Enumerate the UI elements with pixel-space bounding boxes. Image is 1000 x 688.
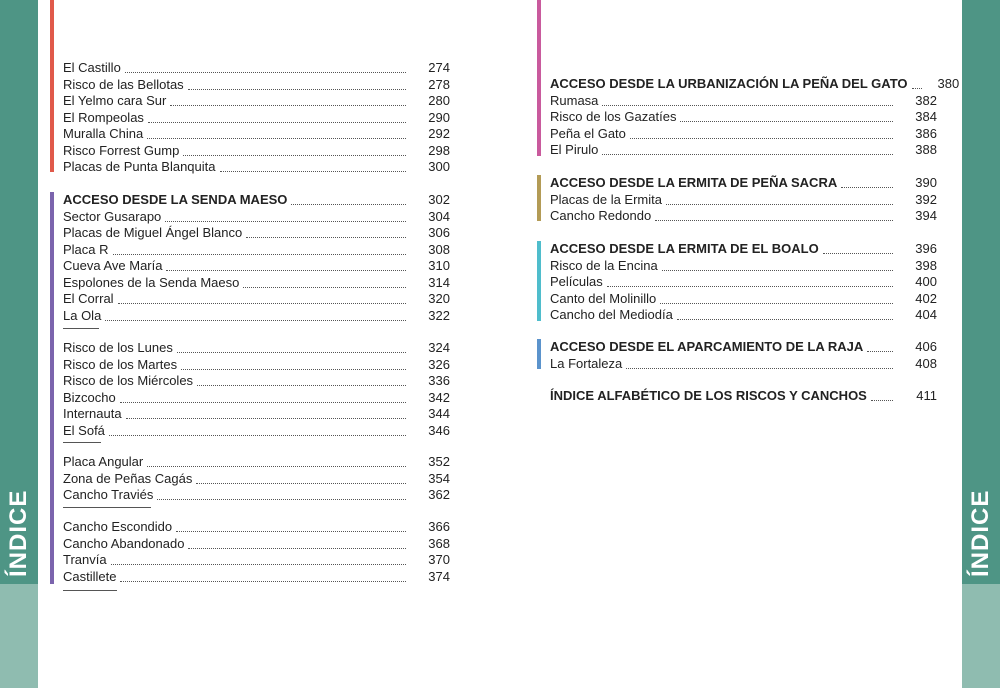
toc-entry[interactable]: El Sofá 346 bbox=[63, 422, 450, 438]
side-tab-label: ÍNDICE bbox=[5, 489, 32, 577]
toc-entry[interactable]: Internauta 344 bbox=[63, 406, 450, 421]
toc-entry[interactable]: Placas de Punta Blanquita 300 bbox=[63, 159, 450, 174]
toc-entry[interactable]: Risco de las Bellotas 278 bbox=[63, 76, 450, 92]
toc-section-heading[interactable]: ACCESO DESDE LA ERMITA DE EL BOALO 396 bbox=[550, 241, 937, 256]
subgroup-divider bbox=[63, 590, 117, 591]
section-color-bar bbox=[50, 192, 54, 584]
toc-entry[interactable]: La Fortaleza 408 bbox=[550, 355, 937, 371]
section-color-bar bbox=[50, 0, 54, 172]
toc-entry[interactable]: Risco Forrest Gump 298 bbox=[63, 142, 450, 158]
side-tab-lower bbox=[962, 584, 1000, 688]
section-color-bar bbox=[537, 241, 541, 321]
side-tab-lower bbox=[0, 584, 38, 688]
toc-entry[interactable]: Bizcocho 342 bbox=[63, 389, 450, 405]
toc-entry[interactable]: Cancho Redondo 394 bbox=[550, 208, 937, 223]
toc-entry[interactable]: Cancho Abandonado 368 bbox=[63, 535, 450, 551]
toc-entry[interactable]: Rumasa 382 bbox=[550, 92, 937, 108]
side-tab-right bbox=[962, 0, 1000, 688]
toc-entry[interactable]: Risco de la Encina 398 bbox=[550, 257, 937, 273]
toc-entry[interactable]: Espolones de la Senda Maeso 314 bbox=[63, 274, 450, 290]
toc-entry[interactable]: Risco de los Lunes 324 bbox=[63, 340, 450, 355]
toc-entry[interactable]: Zona de Peñas Cagás 354 bbox=[63, 470, 450, 486]
toc-entry[interactable]: Sector Gusarapo 304 bbox=[63, 208, 450, 224]
toc-entry[interactable]: Peña el Gato 386 bbox=[550, 125, 937, 141]
toc-entry[interactable]: Risco de los Miércoles 336 bbox=[63, 373, 450, 388]
toc-entry[interactable]: Placa R 308 bbox=[63, 241, 450, 257]
toc-entry[interactable]: Risco de los Martes 326 bbox=[63, 356, 450, 372]
toc-entry[interactable]: Canto del Molinillo 402 bbox=[550, 290, 937, 306]
subgroup-divider bbox=[63, 442, 101, 443]
side-tab-label: ÍNDICE bbox=[967, 489, 994, 577]
toc-section-heading[interactable]: ACCESO DESDE LA SENDA MAESO 302 bbox=[63, 192, 450, 207]
toc-entry[interactable]: Cancho del Mediodía 404 bbox=[550, 307, 937, 322]
toc-entry[interactable]: El Yelmo cara Sur 280 bbox=[63, 93, 450, 108]
toc-entry[interactable]: El Castillo 274 bbox=[63, 60, 450, 75]
section-color-bar bbox=[537, 0, 541, 156]
toc-entry[interactable]: Risco de los Gazatíes 384 bbox=[550, 109, 937, 124]
toc-entry[interactable]: Muralla China 292 bbox=[63, 126, 450, 141]
toc-entry[interactable]: Cancho Escondido 366 bbox=[63, 519, 450, 534]
toc-entry[interactable]: Castillete 374 bbox=[63, 568, 450, 584]
toc-section-heading[interactable]: ACCESO DESDE LA URBANIZACIÓN LA PEÑA DEL GATO 380 bbox=[550, 76, 960, 91]
section-color-bar bbox=[537, 339, 541, 369]
toc-section-heading[interactable]: ACCESO DESDE EL APARCAMIENTO DE LA RAJA 406 bbox=[550, 339, 937, 354]
toc-entry[interactable]: El Corral 320 bbox=[63, 291, 450, 306]
subgroup-divider bbox=[63, 507, 151, 508]
toc-entry[interactable]: Placa Angular 352 bbox=[63, 454, 450, 469]
toc-entry[interactable]: Placas de la Ermita 392 bbox=[550, 191, 937, 207]
section-color-bar bbox=[537, 175, 541, 221]
toc-entry[interactable]: Tranvía 370 bbox=[63, 552, 450, 567]
toc-entry[interactable]: Placas de Miguel Ángel Blanco 306 bbox=[63, 225, 450, 240]
toc-section-heading[interactable]: ACCESO DESDE LA ERMITA DE PEÑA SACRA 390 bbox=[550, 175, 937, 190]
toc-entry[interactable]: La Ola 322 bbox=[63, 307, 450, 323]
toc-entry[interactable]: El Pirulo 388 bbox=[550, 142, 937, 157]
toc-entry[interactable]: Cueva Ave María 310 bbox=[63, 258, 450, 273]
toc-entry[interactable]: El Rompeolas 290 bbox=[63, 109, 450, 125]
subgroup-divider bbox=[63, 328, 99, 329]
side-tab-left bbox=[0, 0, 38, 688]
toc-entry[interactable]: Películas 400 bbox=[550, 274, 937, 289]
toc-entry[interactable]: Cancho Traviés 362 bbox=[63, 487, 450, 502]
toc-section-heading[interactable]: ÍNDICE ALFABÉTICO DE LOS RISCOS Y CANCHOS 411 bbox=[550, 388, 937, 403]
